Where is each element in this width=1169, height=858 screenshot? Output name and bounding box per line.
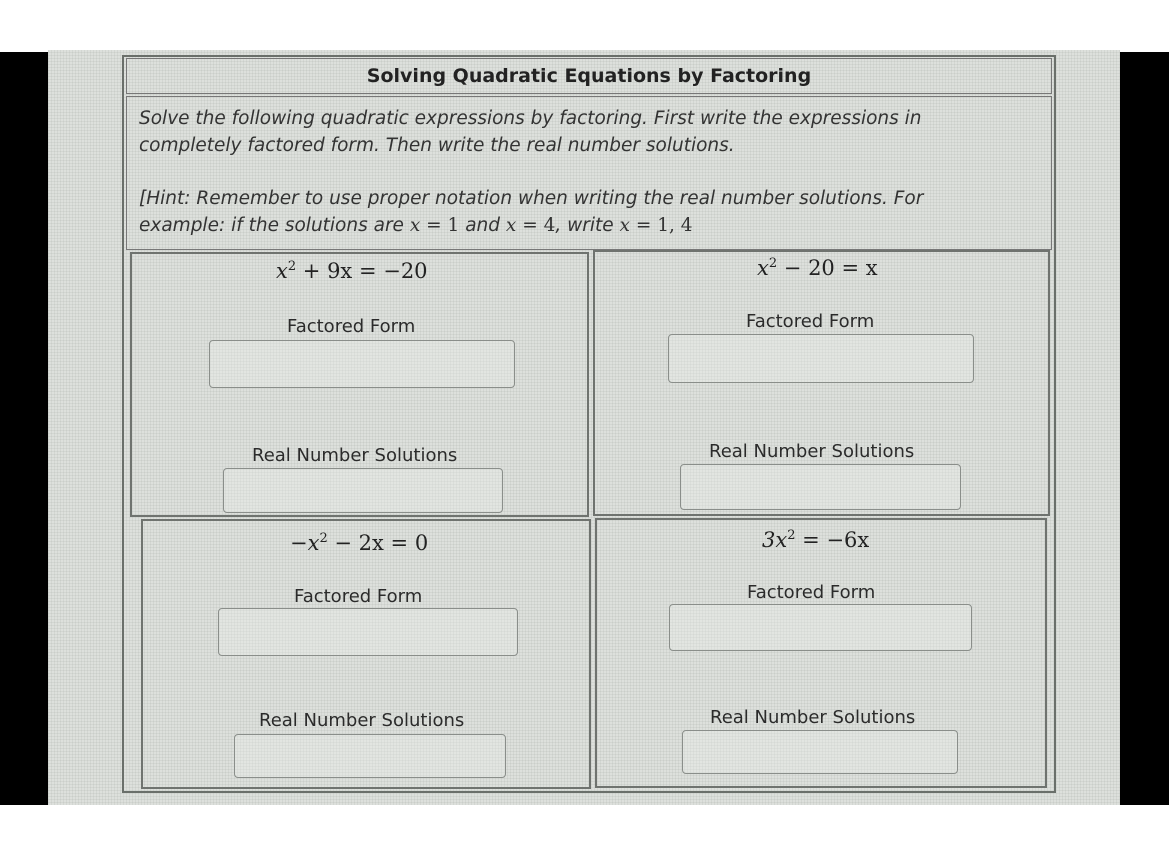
solutions-input-2[interactable] <box>680 464 961 510</box>
photo-margin-top <box>0 0 1169 52</box>
equation-4: $3x^2 = -6x$ <box>762 528 870 552</box>
hint-line-2: example: if the solutions are x = 1 and x = 4, write x = 1, 4 <box>139 215 693 236</box>
factored-form-input-2[interactable] <box>668 334 974 383</box>
factored-form-label-2: Factored Form <box>746 311 875 332</box>
instructions-line-1: Solve the following quadratic expressions by factoring. First write the expressions in <box>139 108 922 129</box>
instructions-line-2: completely factored form. Then write the real number solutions. <box>139 135 735 156</box>
equation-2: $x^2 - 20 = x$ <box>757 256 878 280</box>
factored-form-label-1: Factored Form <box>287 316 416 337</box>
factored-form-label-4: Factored Form <box>747 582 876 603</box>
instructions-box <box>126 96 1052 250</box>
hint-line-1: [Hint: Remember to use proper notation when writing the real number solutions. For <box>139 188 924 209</box>
solutions-label-4: Real Number Solutions <box>710 707 916 728</box>
factored-form-input-4[interactable] <box>669 604 972 651</box>
worksheet-title: Solving Quadratic Equations by Factoring <box>126 58 1052 94</box>
factored-form-label-3: Factored Form <box>294 586 423 607</box>
equation-1: $x^2 + 9x = -20$ <box>276 259 428 283</box>
solutions-label-2: Real Number Solutions <box>709 441 915 462</box>
equation-3: $-x^2 - 2x = 0$ <box>290 531 429 555</box>
photo-margin-right <box>1120 52 1169 805</box>
solutions-input-3[interactable] <box>234 734 506 778</box>
solutions-label-1: Real Number Solutions <box>252 445 458 466</box>
solutions-input-4[interactable] <box>682 730 958 774</box>
solutions-input-1[interactable] <box>223 468 503 513</box>
photo-margin-left <box>0 52 48 805</box>
factored-form-input-3[interactable] <box>218 608 518 656</box>
factored-form-input-1[interactable] <box>209 340 515 388</box>
solutions-label-3: Real Number Solutions <box>259 710 465 731</box>
photo-margin-bottom <box>0 805 1169 858</box>
